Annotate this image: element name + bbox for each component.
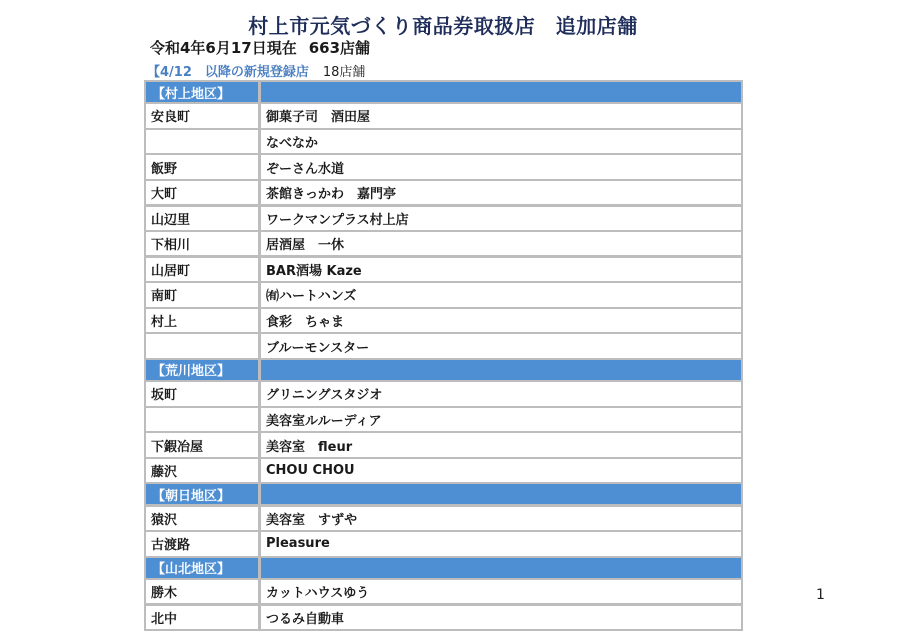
store-name-cell: なべなか [261,130,741,153]
area-cell [146,408,258,431]
area-header-row [146,360,741,380]
table-row [146,459,741,482]
area-header-label: 【荒川地区】 [146,360,258,380]
area-header-fill [261,558,741,578]
table-row [146,309,741,332]
area-cell: 勝木 [146,580,258,603]
store-table [144,80,743,631]
table-row [146,232,741,255]
area-cell: 下相川 [146,232,258,255]
area-header-row [146,558,741,578]
table-row [146,283,741,306]
area-cell: 下鍜冶屋 [146,433,258,456]
store-name-cell: 御菓子司 酒田屋 [261,104,741,127]
table-row [146,207,741,230]
area-header-fill [261,82,741,102]
page-number: 1 [816,587,825,603]
status-line [150,37,370,58]
store-name-cell: グリニングスタジオ [261,382,741,405]
area-cell: 山辺里 [146,207,258,230]
store-name-cell: 茶館きっかわ 嘉門亭 [261,181,741,204]
store-name-cell: 美容室ルルーディア [261,408,741,431]
new-since-line [147,61,365,80]
table-row [146,334,741,357]
area-header-label: 【村上地区】 [146,82,258,102]
area-cell: 猿沢 [146,507,258,530]
store-name-cell: つるみ自動車 [261,606,741,629]
table-row [146,130,741,153]
store-name-cell: Pleasure [261,532,741,555]
store-name-cell: カットハウスゆう [261,580,741,603]
area-cell: 南町 [146,283,258,306]
store-name-cell: ぞーさん水道 [261,155,741,178]
area-header-fill [261,484,741,504]
area-header-fill [261,360,741,380]
table-row [146,580,741,603]
page-title: 村上市元気づくり商品券取扱店 追加店舗 [248,14,638,38]
area-header-row [146,82,741,102]
area-cell: 大町 [146,181,258,204]
area-cell: 北中 [146,606,258,629]
area-cell: 山居町 [146,258,258,281]
area-cell: 古渡路 [146,532,258,555]
table-row [146,104,741,127]
store-name-cell: ブルーモンスター [261,334,741,357]
table-row [146,382,741,405]
store-name-cell: ㈲ハートハンズ [261,283,741,306]
table-row [146,408,741,431]
store-name-cell: BAR酒場 Kaze [261,258,741,281]
area-cell: 村上 [146,309,258,332]
area-cell: 藤沢 [146,459,258,482]
store-name-cell: ワークマンプラス村上店 [261,207,741,230]
area-cell [146,334,258,357]
area-header-row [146,484,741,504]
area-cell: 坂町 [146,382,258,405]
status-total: 663店舗 [308,39,371,57]
table-row [146,606,741,629]
table-row [146,532,741,555]
table-row [146,155,741,178]
area-cell: 飯野 [146,155,258,178]
store-name-cell: 食彩 ちゃま [261,309,741,332]
store-name-cell: 美容室 fleur [261,433,741,456]
status-date: 令和4年6月17日現在 [150,39,297,57]
area-cell: 安良町 [146,104,258,127]
new-since-label: 【4/12 以降の新規登録店 [147,65,309,80]
table-row [146,181,741,204]
area-header-label: 【朝日地区】 [146,484,258,504]
new-since-count: 18店舗 [322,65,366,80]
table-row [146,433,741,456]
area-cell [146,130,258,153]
store-name-cell: 美容室 すずや [261,507,741,530]
table-row [146,507,741,530]
table-row [146,258,741,281]
store-name-cell: 居酒屋 一休 [261,232,741,255]
store-name-cell: CHOU CHOU [261,459,741,482]
area-header-label: 【山北地区】 [146,558,258,578]
